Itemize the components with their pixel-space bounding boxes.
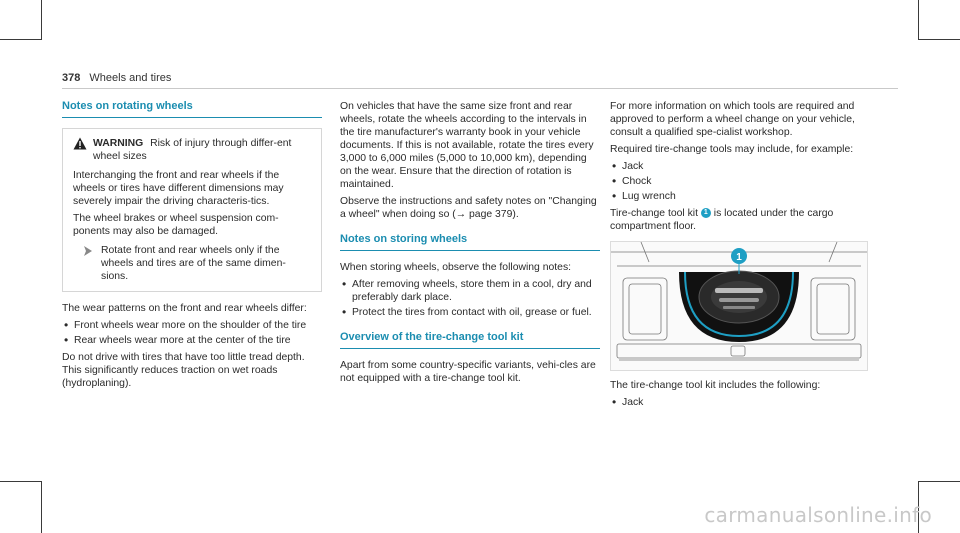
crop-mark (0, 39, 42, 40)
bullet-list (62, 319, 322, 347)
list-item: • Jack (610, 396, 868, 409)
watermark: carmanualsonline.info (704, 503, 932, 527)
warning-triangle-icon (73, 137, 87, 150)
column-3 (610, 100, 868, 413)
crop-mark (918, 481, 960, 482)
column-2 (340, 100, 600, 389)
crop-mark (918, 39, 960, 40)
warning-lead: Risk of injury through differ-ent wheel sizes (93, 138, 292, 162)
bullet-list (340, 278, 600, 319)
warning-instruction: Rotate front and rear wheels only if the wheels and tires are of the same dimen-sions. (101, 245, 286, 282)
paragraph (610, 207, 868, 233)
crop-mark (41, 481, 42, 533)
warning-title: WARNING (93, 138, 144, 149)
heading-rotating-wheels: Notes on rotating wheels (62, 100, 322, 118)
heading-tool-kit-overview: Overview of the tire-change tool kit (340, 331, 600, 349)
cargo-compartment-illustration (610, 241, 868, 371)
list-item: • After removing wheels, store them in a cool, dry and preferably dark place. (340, 278, 600, 304)
paragraph: Required tire-change tools may include, for example: (610, 144, 854, 155)
heading-storing-wheels: Notes on storing wheels (340, 233, 600, 251)
page-header (62, 72, 171, 84)
paragraph: The tire-change tool kit includes the following: (610, 380, 821, 391)
warning-text: The wheel brakes or wheel suspension com-ponents may also be damaged. (73, 213, 279, 237)
list-item: • Front wheels wear more on the shoulder of the tire (62, 319, 322, 332)
crop-mark (918, 0, 919, 40)
list-item: • Jack (610, 160, 868, 173)
header-divider (62, 88, 898, 89)
paragraph: When storing wheels, observe the following notes: (340, 262, 572, 273)
list-item: • Protect the tires from contact with oil, grease or fuel. (340, 306, 600, 319)
paragraph: Observe the instructions and safety notes on "Changing a wheel" when doing so (→ page 379). (340, 196, 597, 220)
paragraph: The wear patterns on the front and rear wheels differ: (62, 303, 307, 314)
tool-kit-text: is located under the cargo compartment floor. (610, 208, 834, 232)
warning-text: Interchanging the front and rear wheels if the wheels or tires have different dimensions may severely impair the driving characteris-tics. (73, 170, 284, 207)
callout-marker: 1 (701, 208, 711, 218)
paragraph: For more information on which tools are required and approved to perform a wheel change on your vehicle, consult a qualified spe-cialist workshop. (610, 101, 855, 138)
warning-box (62, 128, 322, 292)
paragraph: Do not drive with tires that have too little tread depth. This significantly reduces traction on wet roads (hydroplaning). (62, 352, 305, 389)
paragraph: Apart from some country-specific variants, vehi-cles are not equipped with a tire-change tool kit. (340, 360, 596, 384)
list-item: • Rear wheels wear more at the center of the tire (62, 334, 322, 347)
column-1 (62, 100, 322, 394)
figure-callout-label: 1 (736, 252, 742, 263)
cargo-compartment-drawing (611, 242, 867, 370)
crop-mark (0, 481, 42, 482)
crop-mark (41, 0, 42, 40)
bullet-list (610, 160, 868, 203)
paragraph: On vehicles that have the same size front and rear wheels, rotate the wheels according to the intervals in the tire manufacturer's warranty book in your vehicle documents. If this is not available, rotate the tires every 3,000 to 6,000 miles (5,000 to 10,000 km), depending on the wear. Ensure that the direction of rotation is maintained. (340, 101, 594, 190)
instruction-arrow-icon (83, 246, 93, 256)
page-number: 378 (62, 72, 81, 84)
bullet-list (610, 396, 868, 409)
list-item: • Chock (610, 175, 868, 188)
list-item: • Lug wrench (610, 190, 868, 203)
section-title: Wheels and tires (89, 72, 172, 84)
tool-kit-text: Tire-change tool kit (610, 208, 698, 219)
